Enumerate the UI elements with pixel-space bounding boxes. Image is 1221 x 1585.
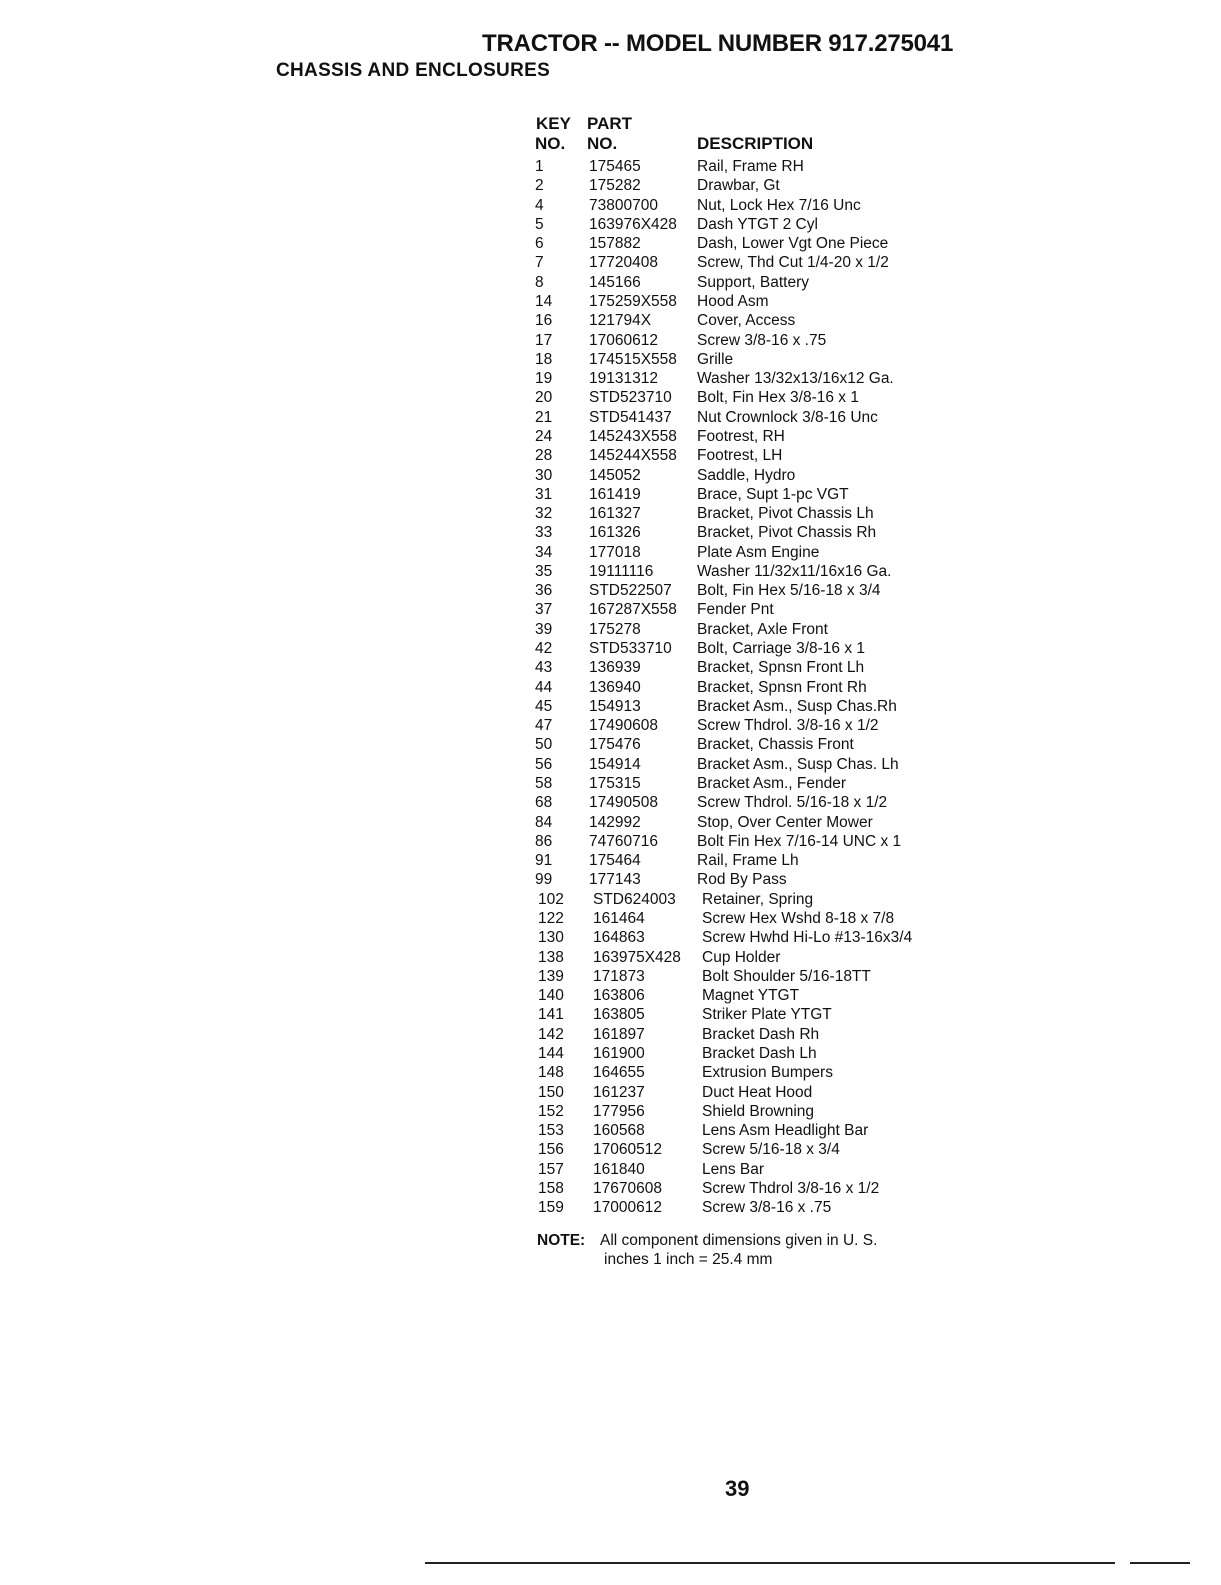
key-number: 4	[535, 196, 544, 214]
part-description: Bracket, Spnsn Front Rh	[697, 678, 867, 696]
part-number: 145166	[589, 273, 641, 291]
list-item	[535, 716, 995, 735]
list-item	[535, 755, 995, 774]
list-item	[535, 658, 995, 677]
part-number: STD541437	[589, 408, 672, 426]
list-item	[535, 388, 995, 407]
list-item	[535, 697, 995, 716]
key-number: 158	[538, 1179, 564, 1197]
section-title: CHASSIS AND ENCLOSURES	[276, 60, 551, 81]
page-number: 39	[725, 1476, 750, 1501]
key-number: 102	[538, 890, 564, 908]
key-number: 18	[535, 350, 553, 368]
part-description: Bolt, Fin Hex 5/16-18 x 3/4	[697, 582, 881, 600]
part-description: Nut, Lock Hex 7/16 Unc	[697, 196, 861, 214]
list-item	[535, 1102, 995, 1121]
key-number: 8	[535, 273, 544, 291]
part-description: Fender Pnt	[697, 601, 774, 619]
key-number: 1	[535, 158, 544, 175]
part-description: Screw 3/8-16 x .75	[697, 331, 827, 349]
key-number: 150	[538, 1083, 564, 1101]
part-number: 161900	[593, 1044, 645, 1062]
part-number: 177143	[589, 871, 641, 889]
key-number: 44	[535, 678, 553, 696]
list-item	[535, 909, 995, 928]
part-description: Bracket Dash Lh	[702, 1044, 817, 1062]
part-number: 136939	[589, 659, 641, 677]
note-label: NOTE:	[537, 1232, 586, 1249]
part-number: 161897	[593, 1025, 645, 1043]
page-title: TRACTOR -- MODEL NUMBER 917.275041	[482, 30, 954, 57]
part-number: 164863	[593, 929, 645, 947]
part-number: 161237	[593, 1083, 645, 1101]
part-description: Footrest, LH	[697, 447, 783, 465]
part-number: 175278	[589, 620, 641, 638]
list-item	[535, 466, 995, 485]
list-item	[535, 1044, 995, 1063]
key-number: 42	[535, 640, 553, 658]
column-header-description: DESCRIPTION	[697, 134, 814, 153]
part-number: 161419	[589, 485, 641, 503]
list-item	[535, 1025, 995, 1044]
list-item	[535, 215, 995, 234]
part-description: Screw, Thd Cut 1/4-20 x 1/2	[697, 254, 889, 272]
key-number: 47	[535, 717, 553, 735]
key-number: 5	[535, 215, 544, 233]
part-number: 163976X428	[589, 215, 677, 233]
part-number: 163975X428	[593, 948, 681, 966]
key-number: 37	[535, 601, 553, 619]
part-description: Bracket Asm., Susp Chas. Lh	[697, 755, 899, 773]
part-number: 145244X558	[589, 447, 677, 465]
key-number: 16	[535, 312, 553, 330]
key-number: 21	[535, 408, 553, 426]
key-number: 35	[535, 562, 553, 580]
list-item	[535, 176, 995, 195]
part-description: Bracket Asm., Susp Chas.Rh	[697, 697, 897, 715]
part-number: 19131312	[589, 370, 658, 388]
key-number: 142	[538, 1025, 564, 1043]
part-description: Support, Battery	[697, 273, 810, 291]
key-number: 148	[538, 1064, 564, 1082]
list-item	[535, 157, 995, 176]
part-description: Washer 11/32x11/16x16 Ga.	[697, 562, 892, 580]
part-description: Bracket, Pivot Chassis Lh	[697, 505, 874, 523]
list-item	[535, 581, 995, 600]
list-item	[535, 639, 995, 658]
part-number: 161464	[593, 909, 645, 927]
part-description: Cover, Access	[697, 312, 796, 330]
part-number: 175282	[589, 177, 641, 195]
part-number: 17720408	[589, 254, 658, 272]
part-description: Rail, Frame RH	[697, 158, 804, 175]
part-description: Screw Thdrol 3/8-16 x 1/2	[702, 1179, 880, 1197]
list-item	[535, 523, 995, 542]
key-number: 14	[535, 292, 553, 310]
part-description: Bolt, Fin Hex 3/8-16 x 1	[697, 389, 859, 407]
part-description: Stop, Over Center Mower	[697, 813, 873, 831]
part-description: Drawbar, Gt	[697, 177, 780, 195]
list-item	[535, 774, 995, 793]
list-item	[535, 292, 995, 311]
list-item	[535, 408, 995, 427]
key-number: 17	[535, 331, 553, 349]
part-number: 160568	[593, 1122, 645, 1140]
part-description: Saddle, Hydro	[697, 466, 796, 484]
part-description: Shield Browning	[702, 1102, 815, 1120]
key-number: 144	[538, 1044, 564, 1062]
part-number: 167287X558	[589, 601, 677, 619]
part-description: Dash YTGT 2 Cyl	[697, 215, 818, 233]
bottom-rule	[425, 1562, 1115, 1564]
part-number: STD533710	[589, 640, 672, 658]
part-description: Duct Heat Hood	[702, 1083, 813, 1101]
list-item	[535, 1160, 995, 1179]
part-number: 17060512	[593, 1141, 662, 1159]
part-description: Screw Thdrol. 3/8-16 x 1/2	[697, 717, 879, 735]
part-description: Nut Crownlock 3/8-16 Unc	[697, 408, 878, 426]
key-number: 157	[538, 1160, 564, 1178]
key-number: 58	[535, 775, 553, 792]
part-number: 136940	[589, 678, 641, 696]
list-item	[535, 427, 995, 446]
key-number: 138	[538, 948, 564, 966]
key-number: 20	[535, 389, 553, 407]
part-description: Bolt Shoulder 5/16-18TT	[702, 967, 871, 985]
part-description: Screw Hex Wshd 8-18 x 7/8	[702, 909, 895, 927]
list-item	[535, 735, 995, 754]
column-header-key-bottom: NO.	[535, 134, 566, 153]
part-number: 145243X558	[589, 427, 677, 445]
key-number: 152	[538, 1102, 564, 1120]
list-item	[535, 504, 995, 523]
key-number: 34	[535, 543, 553, 561]
list-item	[535, 948, 995, 967]
part-description: Bracket, Spnsn Front Lh	[697, 659, 865, 677]
part-number: 17060612	[589, 331, 658, 349]
part-description: Rail, Frame Lh	[697, 852, 799, 870]
column-header-part-top: PART	[587, 114, 633, 133]
part-description: Bracket, Chassis Front	[697, 736, 854, 754]
key-number: 2	[535, 177, 544, 195]
part-number: 73800700	[589, 196, 658, 214]
part-description: Bracket, Axle Front	[697, 620, 828, 638]
key-number: 86	[535, 832, 553, 850]
part-description: Rod By Pass	[697, 871, 787, 889]
list-item	[535, 1005, 995, 1024]
key-number: 159	[538, 1199, 564, 1217]
list-item	[535, 986, 995, 1005]
key-number: 33	[535, 524, 553, 542]
part-description: Screw 5/16-18 x 3/4	[702, 1141, 840, 1159]
column-header-key-top: KEY	[536, 114, 571, 133]
part-number: 17670608	[593, 1179, 662, 1197]
part-description: Cup Holder	[702, 948, 781, 966]
part-number: 175315	[589, 775, 641, 792]
part-number: 164655	[593, 1064, 645, 1082]
key-number: 7	[535, 254, 544, 272]
part-number: 177956	[593, 1102, 645, 1120]
list-item	[535, 1140, 995, 1159]
list-item	[535, 1179, 995, 1198]
part-description: Brace, Supt 1-pc VGT	[697, 485, 849, 503]
list-item	[535, 543, 995, 562]
part-number: 121794X	[589, 312, 652, 330]
part-number: 163805	[593, 1006, 645, 1024]
key-number: 91	[535, 852, 553, 870]
part-description: Washer 13/32x13/16x12 Ga.	[697, 370, 894, 388]
part-number: 175259X558	[589, 292, 677, 310]
part-number: 175464	[589, 852, 641, 870]
part-description: Hood Asm	[697, 292, 769, 310]
key-number: 31	[535, 485, 553, 503]
key-number: 39	[535, 620, 553, 638]
list-item	[535, 813, 995, 832]
part-number: 161840	[593, 1160, 645, 1178]
part-description: Extrusion Bumpers	[702, 1064, 833, 1082]
list-item	[535, 870, 995, 889]
list-item	[535, 832, 995, 851]
list-item	[535, 1121, 995, 1140]
key-number: 19	[535, 370, 553, 388]
list-item	[535, 851, 995, 870]
list-item	[535, 1198, 995, 1217]
key-number: 50	[535, 736, 553, 754]
part-number: 175476	[589, 736, 641, 754]
part-number: 163806	[593, 987, 645, 1005]
key-number: 140	[538, 987, 564, 1005]
part-number: 74760716	[589, 832, 658, 850]
part-description: Striker Plate YTGT	[702, 1006, 832, 1024]
key-number: 156	[538, 1141, 564, 1159]
list-item	[535, 253, 995, 272]
key-number: 99	[535, 871, 553, 889]
part-description: Plate Asm Engine	[697, 543, 820, 561]
part-description: Footrest, RH	[697, 427, 785, 445]
note-text-line-1: All component dimensions given in U. S.	[600, 1232, 878, 1249]
list-item	[535, 562, 995, 581]
part-number: 177018	[589, 543, 641, 561]
part-number: 154914	[589, 755, 641, 773]
part-description: Lens Bar	[702, 1160, 765, 1178]
part-number: 171873	[593, 967, 645, 985]
part-description: Magnet YTGT	[702, 987, 800, 1005]
list-item	[535, 350, 995, 369]
list-item	[535, 1083, 995, 1102]
part-number: 19111116	[589, 562, 654, 580]
list-item	[535, 273, 995, 292]
list-item	[535, 928, 995, 947]
parts-list	[535, 157, 995, 1217]
list-item	[535, 446, 995, 465]
key-number: 32	[535, 505, 553, 523]
key-number: 28	[535, 447, 553, 465]
note-text-line-2: inches 1 inch = 25.4 mm	[604, 1251, 773, 1268]
bottom-rule-short	[1130, 1562, 1190, 1564]
part-description: Bolt Fin Hex 7/16-14 UNC x 1	[697, 832, 902, 850]
key-number: 24	[535, 427, 553, 445]
part-number: 174515X558	[589, 350, 677, 368]
list-item	[535, 369, 995, 388]
list-item	[535, 620, 995, 639]
part-number: 17000612	[593, 1199, 662, 1217]
key-number: 43	[535, 659, 553, 677]
part-number: 17490608	[589, 717, 658, 735]
part-description: Screw 3/8-16 x .75	[702, 1199, 832, 1217]
part-number: 175465	[589, 158, 641, 175]
key-number: 130	[538, 929, 564, 947]
part-number: STD523710	[589, 389, 672, 407]
part-description: Retainer, Spring	[702, 890, 814, 908]
part-number: 142992	[589, 813, 641, 831]
part-description: Dash, Lower Vgt One Piece	[697, 235, 889, 253]
key-number: 45	[535, 697, 553, 715]
part-description: Lens Asm Headlight Bar	[702, 1122, 869, 1140]
part-number: 145052	[589, 466, 641, 484]
list-item	[535, 793, 995, 812]
part-description: Bracket Asm., Fender	[697, 775, 847, 792]
part-description: Bracket, Pivot Chassis Rh	[697, 524, 877, 542]
list-item	[535, 967, 995, 986]
part-description: Bracket Dash Rh	[702, 1025, 820, 1043]
key-number: 56	[535, 755, 553, 773]
part-number: 161327	[589, 505, 641, 523]
part-number: 157882	[589, 235, 641, 253]
key-number: 141	[538, 1006, 564, 1024]
list-item	[535, 600, 995, 619]
key-number: 6	[535, 235, 544, 253]
key-number: 139	[538, 967, 564, 985]
key-number: 30	[535, 466, 553, 484]
key-number: 36	[535, 582, 553, 600]
part-number: STD624003	[593, 890, 676, 908]
part-description: Screw Thdrol. 5/16-18 x 1/2	[697, 794, 888, 812]
part-number: 17490508	[589, 794, 658, 812]
key-number: 153	[538, 1122, 564, 1140]
key-number: 68	[535, 794, 553, 812]
key-number: 122	[538, 909, 564, 927]
part-number: 161326	[589, 524, 641, 542]
list-item	[535, 890, 995, 909]
list-item	[535, 1063, 995, 1082]
part-number: 154913	[589, 697, 641, 715]
list-item	[535, 234, 995, 253]
list-item	[535, 311, 995, 330]
part-description: Grille	[697, 350, 734, 368]
key-number: 84	[535, 813, 553, 831]
list-item	[535, 196, 995, 215]
column-header-part-bottom: NO.	[587, 134, 618, 153]
part-description: Screw Hwhd Hi-Lo #13-16x3/4	[702, 929, 913, 947]
list-item	[535, 485, 995, 504]
list-item	[535, 331, 995, 350]
list-item	[535, 678, 995, 697]
part-number: STD522507	[589, 582, 672, 600]
part-description: Bolt, Carriage 3/8-16 x 1	[697, 640, 866, 658]
